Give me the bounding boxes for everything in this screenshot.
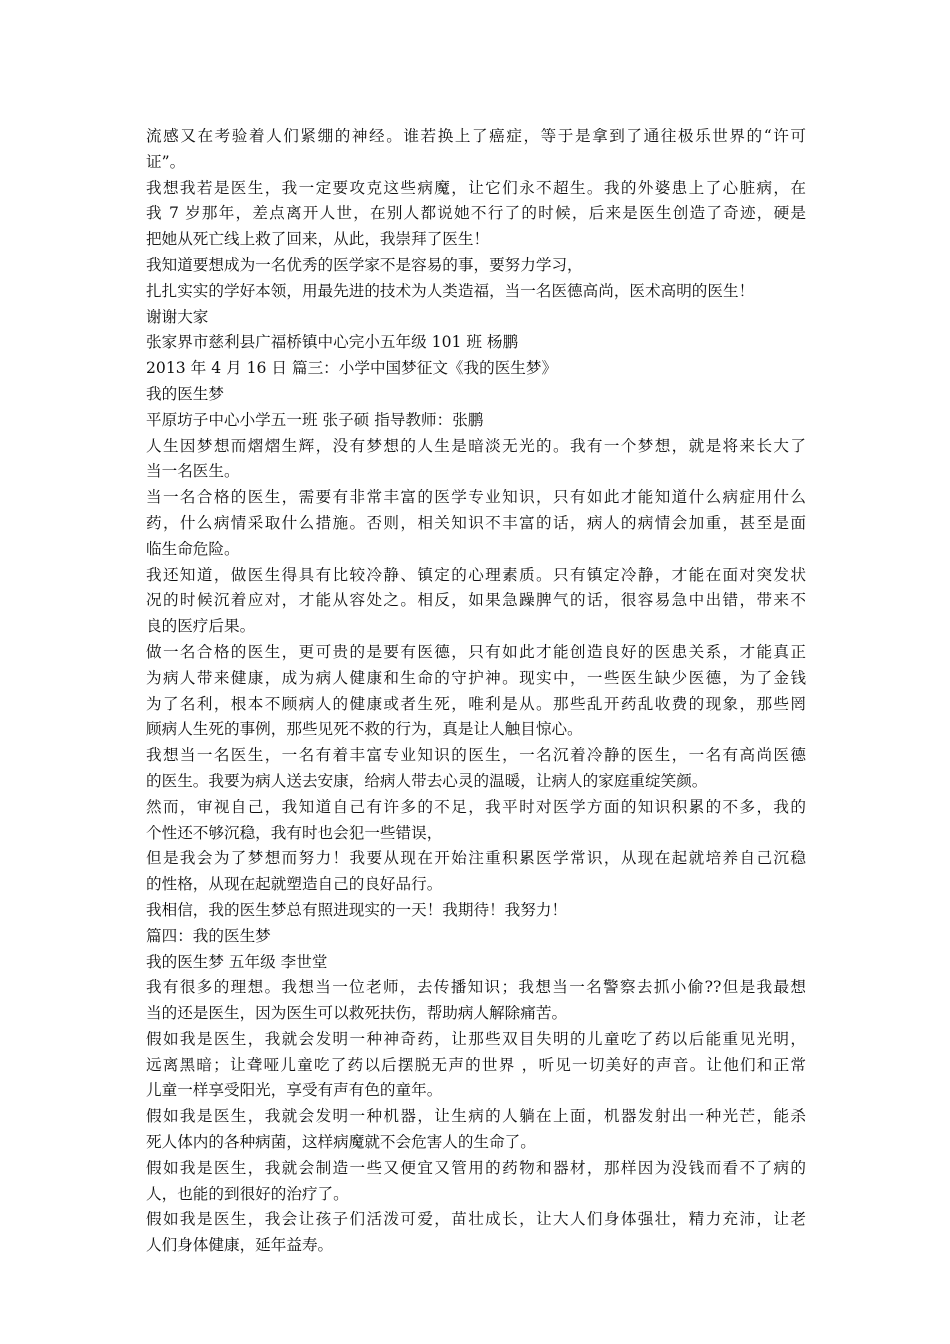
text-line: 假如我是医生，我会让孩子们活泼可爱，苗壮成长，让大人们身体强壮，精力充沛，让老 [146, 1210, 806, 1229]
text-line: 我想我若是医生，我一定要攻克这些病魔，让它们永不超生。我的外婆患上了心脏病，在 [146, 178, 806, 197]
text-line: 篇四：我的医生梦 [146, 926, 271, 945]
text-line: 我的医生梦 [146, 384, 224, 403]
text-line: 张家界市慈利县广福桥镇中心完小五年级 101 班 杨鹏 [146, 333, 519, 352]
text-line: 把她从死亡线上救了回来，从此，我崇拜了医生！ [146, 230, 490, 249]
text-line: 为病人带来健康，成为病人健康和生命的守护神。现实中，一些医生缺少医德，为了金钱 [146, 668, 806, 687]
text-line: 我的医生梦 五年级 李世堂 [146, 952, 328, 971]
text-line: 人生因梦想而熠熠生辉，没有梦想的人生是暗淡无光的。我有一个梦想，就是将来长大了 [146, 436, 806, 455]
text-line: 人，也能的到很好的治疗了。 [146, 1184, 349, 1203]
text-line: 平原坊子中心小学五一班 张子硕 指导教师：张鹏 [146, 410, 484, 429]
text-line: 个性还不够沉稳，我有时也会犯一些错误， [146, 823, 443, 842]
text-line: 当的还是医生，因为医生可以救死扶伤，帮助病人解除痛苦。 [146, 1004, 568, 1023]
text-line: 顾病人生死的事例，那些见死不救的行为，真是让人触目惊心。 [146, 720, 583, 739]
text-line: 死人体内的各种病菌，这样病魔就不会危害人的生命了。 [146, 1133, 536, 1152]
text-line: 但是我会为了梦想而努力！我要从现在开始注重积累医学常识，从现在起就培养自己沉稳 [146, 849, 806, 868]
text-line: 远离黑暗；让聋哑儿童吃了药以后摆脱无声的世界 ，听见一切美好的声音。让他们和正常 [146, 1055, 806, 1074]
text-line: 流感又在考验着人们紧绷的神经。谁若换上了癌症，等于是拿到了通往极乐世界的“许可 [146, 127, 806, 145]
text-line: 2013 年 4 月 16 日 篇三：小学中国梦征文《我的医生梦》 [146, 359, 558, 378]
text-line: 我知道要想成为一名优秀的医学家不是容易的事，要努力学习， [146, 255, 583, 274]
text-line: 我想当一名医生，一名有着丰富专业知识的医生，一名沉着冷静的医生，一名有高尚医德 [146, 746, 806, 765]
text-line: 良的医疗后果。 [146, 617, 256, 636]
text-line: 当一名合格的医生，需要有非常丰富的医学专业知识，只有如此才能知道什么病症用什么 [146, 488, 806, 507]
text-line: 人们身体健康，延年益寿。 [146, 1236, 334, 1255]
text-line: 扎扎实实的学好本领，用最先进的技术为人类造福，当一名医德高尚，医术高明的医生！ [146, 281, 755, 300]
text-line: 为了名利，根本不顾病人的健康或者生死，唯利是从。那些乱开药乱收费的现象，那些罔 [146, 694, 806, 713]
text-line: 我相信，我的医生梦总有照进现实的一天！我期待！我努力！ [146, 900, 568, 919]
text-line: 假如我是医生，我就会制造一些又便宜又管用的药物和器材，那样因为没钱而看不了病的 [146, 1158, 806, 1177]
text-line: 我还知道，做医生得具有比较冷静、镇定的心理素质。只有镇定冷静，才能在面对突发状 [146, 565, 806, 584]
text-line: 况的时候沉着应对，才能从容处之。相反，如果急躁脾气的话，很容易急中出错，带来不 [146, 591, 806, 610]
text-line: 证”。 [146, 152, 186, 171]
text-line: 儿童一样享受阳光，享受有声有色的童年。 [146, 1081, 443, 1100]
text-line: 谢谢大家 [146, 307, 209, 326]
text-line: 当一名医生。 [146, 462, 240, 481]
text-line: 假如我是医生，我就会发明一种神奇药，让那些双目失明的儿童吃了药以后能重见光明， [146, 1029, 806, 1048]
text-line: 我有很多的理想。我想当一位老师，去传播知识；我想当一名警察去抓小偷??但是我最想 [146, 978, 806, 997]
text-line: 假如我是医生，我就会发明一种机器，让生病的人躺在上面，机器发射出一种光芒，能杀 [146, 1107, 806, 1126]
text-line: 临生命危险。 [146, 539, 240, 558]
document-page [146, 124, 806, 1259]
text-line: 我 7 岁那年，差点离开人世，在别人都说她不行了的时候，后来是医生创造了奇迹，硬是 [146, 204, 806, 223]
text-line: 然而，审视自己，我知道自己有许多的不足，我平时对医学方面的知识积累的不多，我的 [146, 797, 806, 816]
text-line: 的性格，从现在起就塑造自己的良好品行。 [146, 875, 443, 894]
text-line: 的医生。我要为病人送去安康，给病人带去心灵的温暖，让病人的家庭重绽笑颜。 [146, 771, 708, 790]
text-line: 药，什么病情采取什么措施。否则，相关知识不丰富的话，病人的病情会加重，甚至是面 [146, 513, 806, 532]
text-line: 做一名合格的医生，更可贵的是要有医德，只有如此才能创造良好的医患关系，才能真正 [146, 642, 806, 661]
